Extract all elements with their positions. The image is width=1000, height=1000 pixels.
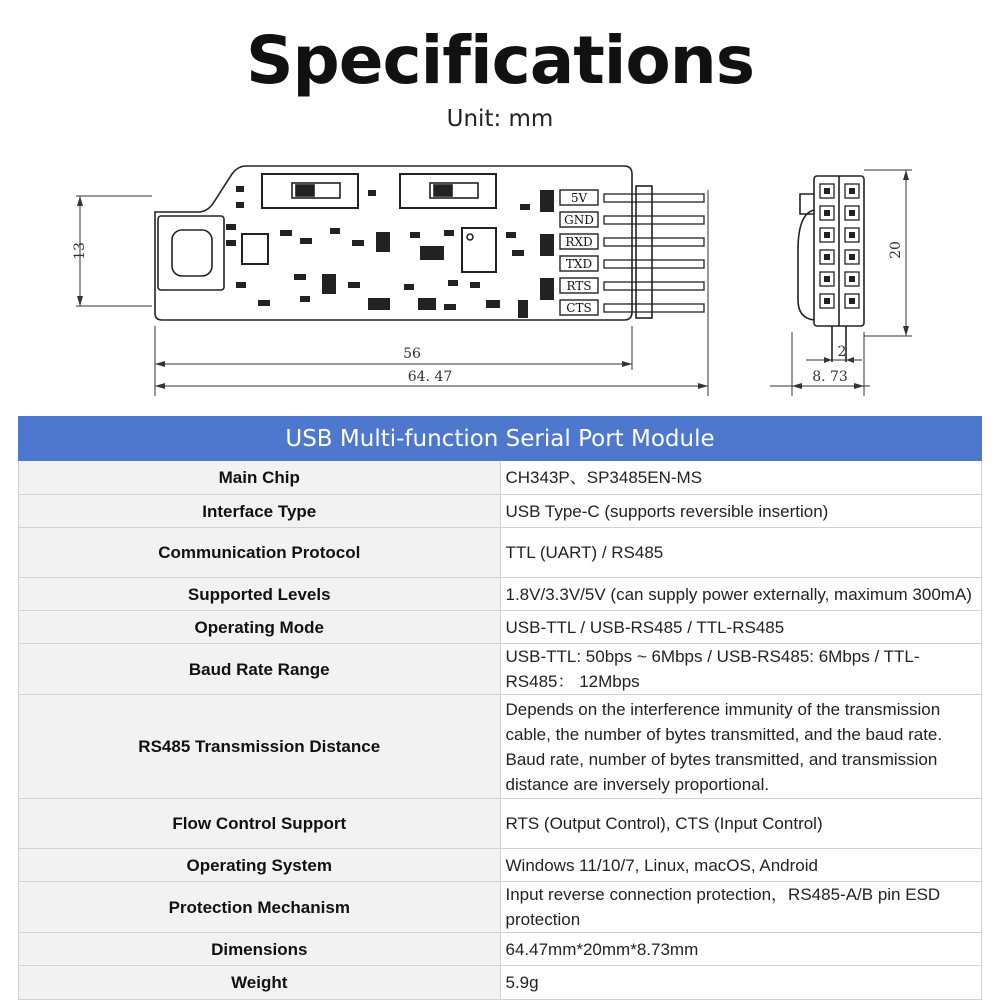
row-key: Operating Mode — [19, 611, 501, 644]
table-row — [19, 578, 982, 611]
table-row — [19, 966, 982, 1000]
row-key: Operating System — [19, 849, 501, 882]
row-value: Input reverse connection protection，RS485-A/B pin ESD protection — [500, 882, 982, 933]
spec-table — [18, 416, 982, 1000]
module-technical-drawing — [0, 150, 1000, 412]
pin-label-gnd: GND — [564, 213, 594, 227]
row-key: Flow Control Support — [19, 799, 501, 849]
pin-label-5v: 5V — [570, 191, 588, 205]
dim-pin-pitch-2: 2 — [837, 344, 847, 360]
row-key: Protection Mechanism — [19, 882, 501, 933]
row-value: 1.8V/3.3V/5V (can supply power externally, maximum 300mA) — [500, 578, 982, 611]
row-value: USB-TTL / USB-RS485 / TTL-RS485 — [500, 611, 982, 644]
row-key: Main Chip — [19, 461, 501, 495]
row-value: 64.47mm*20mm*8.73mm — [500, 933, 982, 966]
table-row — [19, 695, 982, 799]
spec-table-header-row — [19, 417, 982, 461]
led-indicator — [540, 234, 554, 256]
row-value: Windows 11/10/7, Linux, macOS, Android — [500, 849, 982, 882]
table-row — [19, 799, 982, 849]
row-value: Depends on the interference immunity of the transmission cable, the number of bytes transmitted, and the baud rate. Baud rate, number of bytes transmitted, and transmission distance are inversely proportional. — [500, 695, 982, 799]
table-row — [19, 644, 982, 695]
dim-length-64-47: 64. 47 — [407, 369, 453, 385]
row-key: Weight — [19, 966, 501, 1000]
led-indicator — [540, 278, 554, 300]
pin-header-body — [636, 186, 652, 318]
pin-label-txd: TXD — [565, 257, 593, 271]
row-key: Interface Type — [19, 495, 501, 528]
chip-ch343p — [242, 234, 268, 264]
row-value: USB-TTL: 50bps ~ 6Mbps / USB-RS485: 6Mbps / TTL-RS485： 12Mbps — [500, 644, 982, 695]
led-indicator — [540, 190, 554, 212]
table-row — [19, 611, 982, 644]
row-key: Baud Rate Range — [19, 644, 501, 695]
table-row — [19, 495, 982, 528]
table-row — [19, 882, 982, 933]
row-value: USB Type-C (supports reversible insertion) — [500, 495, 982, 528]
table-row — [19, 849, 982, 882]
pin-label-rts: RTS — [566, 279, 592, 293]
row-key: RS485 Transmission Distance — [19, 695, 501, 799]
row-value: TTL (UART) / RS485 — [500, 528, 982, 578]
row-key: Dimensions — [19, 933, 501, 966]
unit-label: Unit: mm — [446, 106, 554, 132]
row-key: Communication Protocol — [19, 528, 501, 578]
table-row — [19, 461, 982, 495]
dim-length-56: 56 — [403, 346, 421, 362]
row-value: CH343P、SP3485EN-MS — [500, 461, 982, 495]
dim-side-height-20: 20 — [888, 241, 904, 259]
page-title: Specifications — [245, 22, 755, 99]
table-row — [19, 528, 982, 578]
row-value: RTS (Output Control), CTS (Input Control) — [500, 799, 982, 849]
row-key: Supported Levels — [19, 578, 501, 611]
dim-side-thickness-8-73: 8. 73 — [812, 369, 848, 385]
spec-table-title: USB Multi-function Serial Port Module — [19, 417, 982, 461]
pin-label-rxd: RXD — [565, 235, 593, 249]
row-value: 5.9g — [500, 966, 982, 1000]
table-row — [19, 933, 982, 966]
pin-label-cts: CTS — [566, 301, 592, 315]
dim-height-13: 13 — [72, 242, 88, 260]
usb-c-connector — [158, 216, 224, 290]
